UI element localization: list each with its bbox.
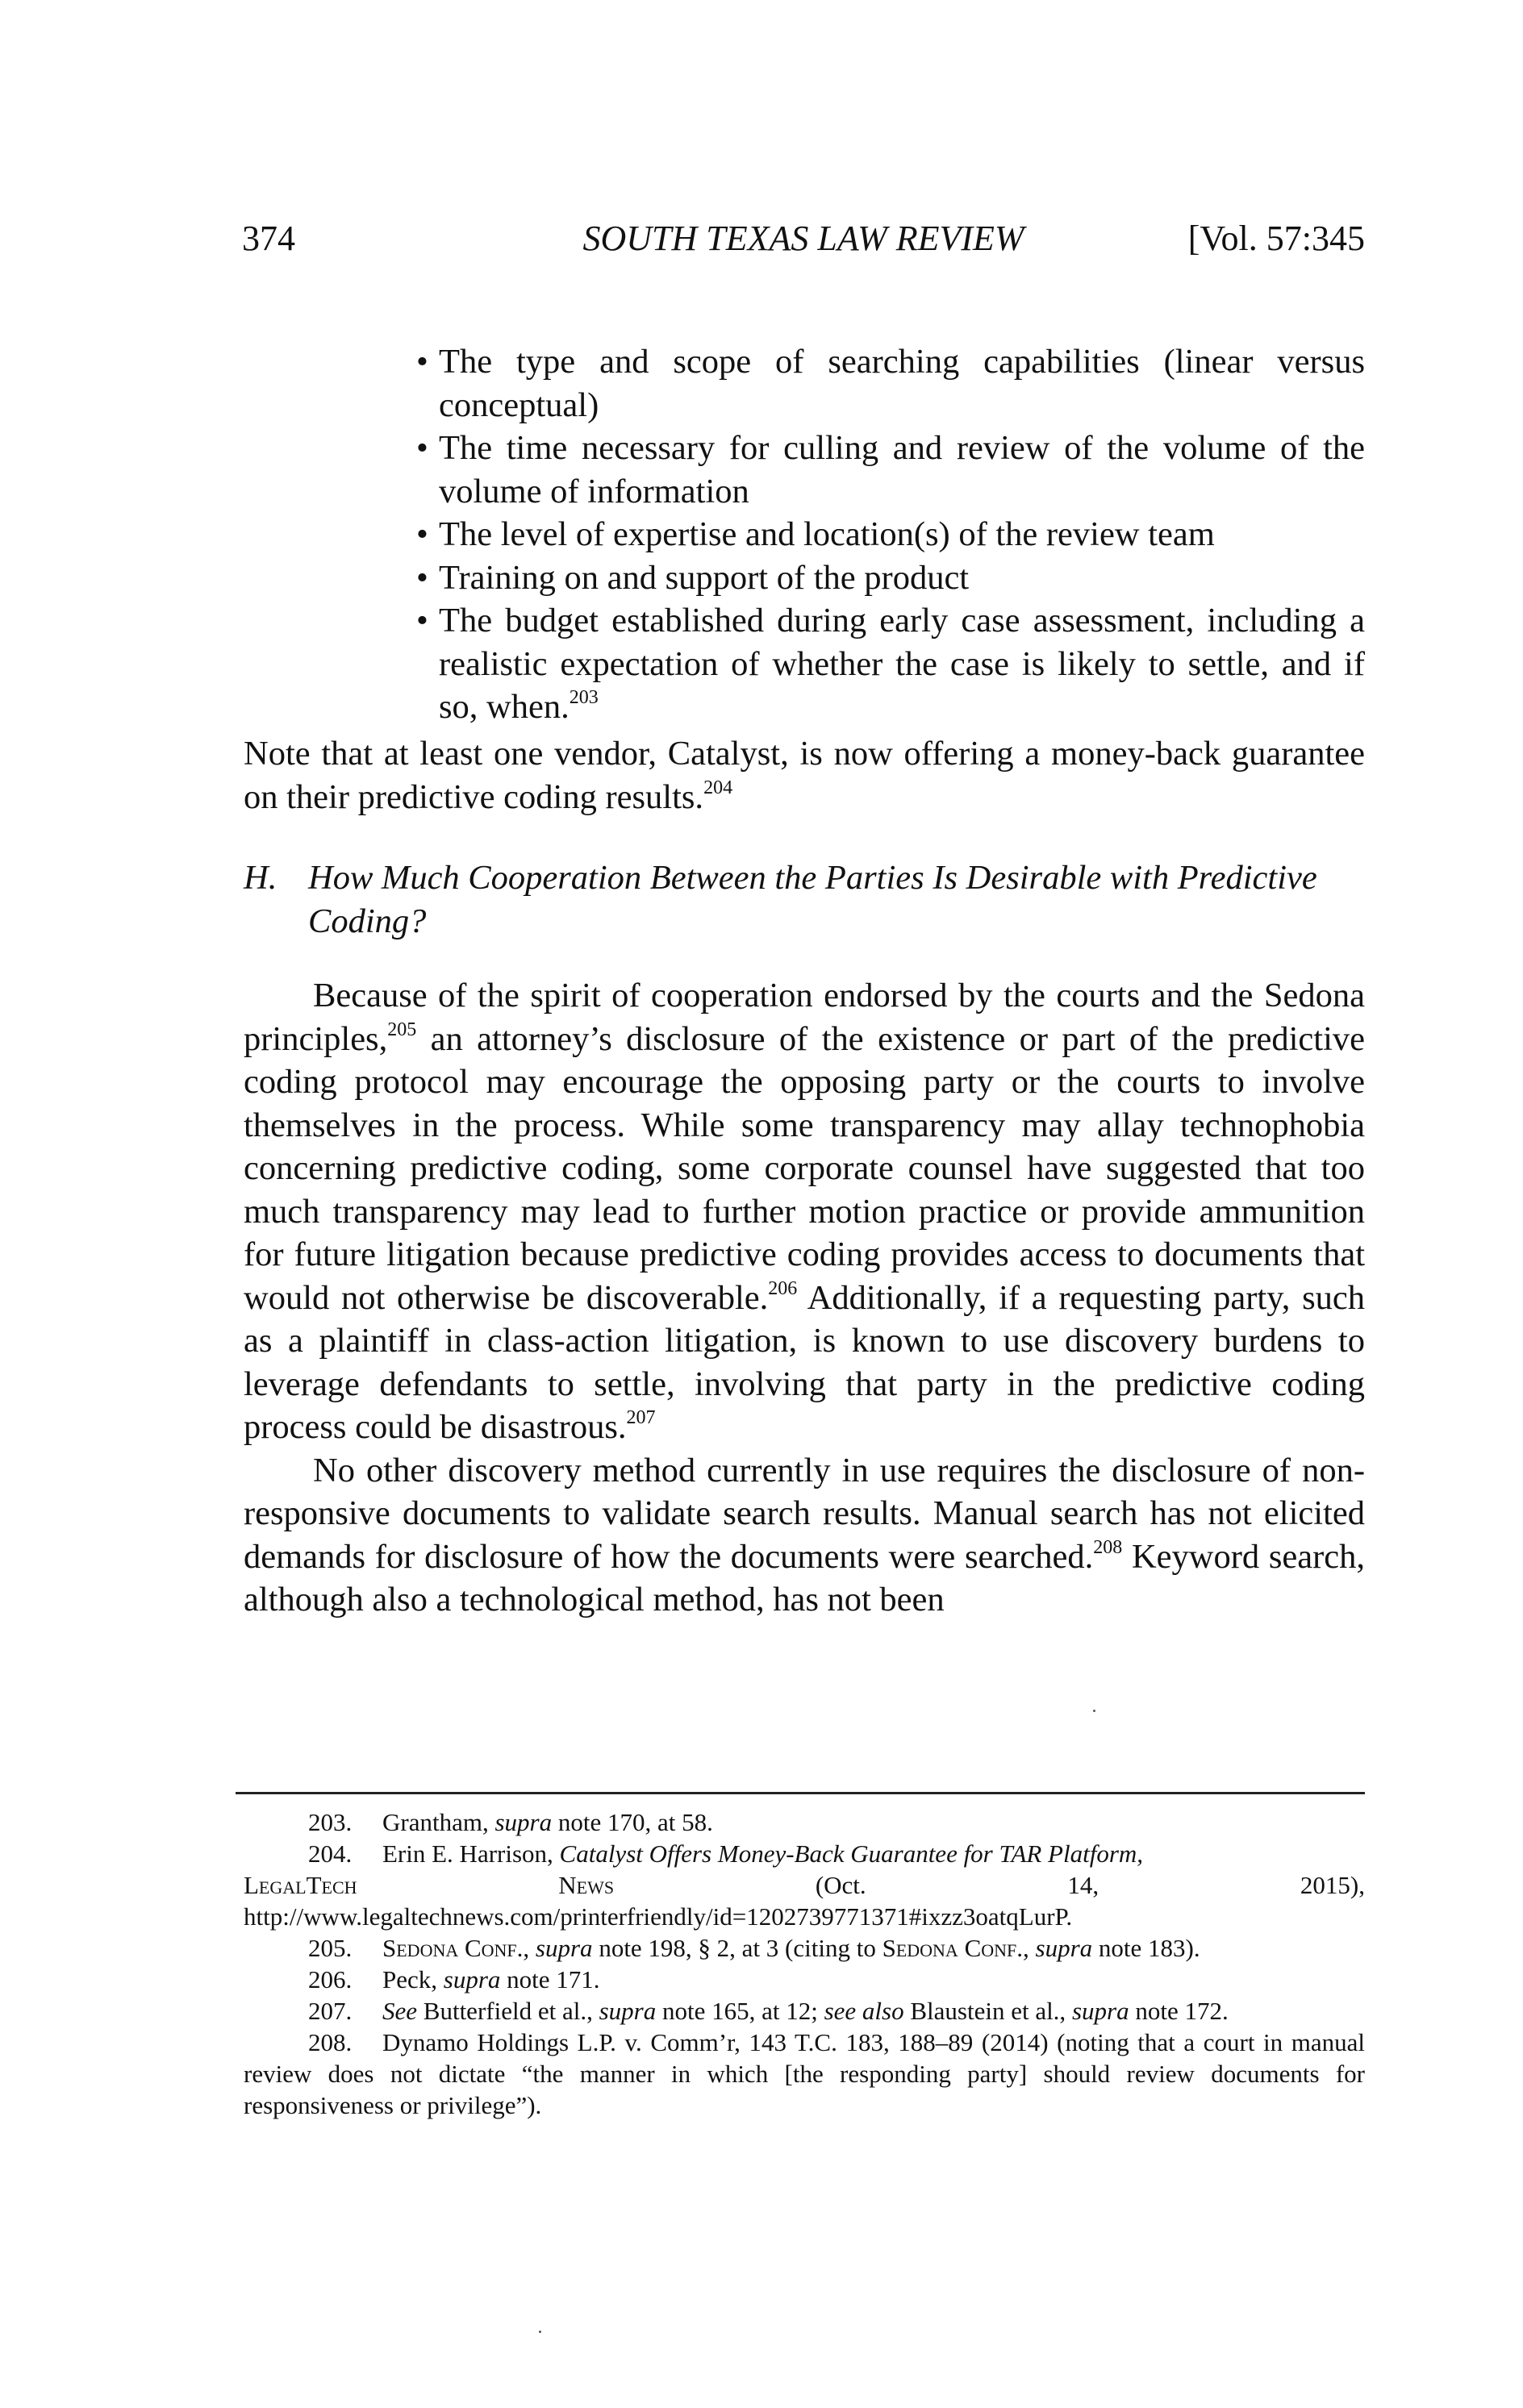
scan-speck <box>1093 1710 1095 1712</box>
footnote-ref[interactable]: 206 <box>768 1277 798 1299</box>
footnote-207: 207. See Butterfield et al., supra note 165, at 12; see also Blaustein et al., supra note 172. <box>308 1997 1229 2025</box>
section-title: How Much Cooperation Between the Parties Is Desirable with Predictive Coding? <box>308 859 1317 940</box>
footnote-ref[interactable]: 203 <box>569 687 599 708</box>
footnote-ref[interactable]: 208 <box>1093 1536 1123 1558</box>
running-header <box>242 218 1365 266</box>
scan-speck <box>539 2331 541 2333</box>
volume-citation: [Vol. 57:345 <box>1187 219 1365 258</box>
bullet-item: • Training on and support of the product <box>244 556 1365 600</box>
footnote-203: 203. Grantham, supra note 170, at 58. <box>308 1808 713 1836</box>
main-text <box>244 974 1365 1622</box>
note-paragraph: Note that at least one vendor, Catalyst, is now offering a money-back guarantee on their predictive coding results.$^{204}$ <box>244 735 1365 816</box>
journal-title: SOUTH TEXAS LAW REVIEW <box>582 219 1024 258</box>
bullet-item: • The budget established during early case assessment, including a realistic expectation of whether the case is likely to settle, and if so, when.$^{203}$ <box>244 599 1365 729</box>
footnote-205: 205. Sedona Conf., supra note 198, § 2, at 3 (citing to Sedona Conf., supra note 183). <box>308 1934 1200 1962</box>
bullet-item: • The type and scope of searching capabilities (linear versus conceptual) <box>244 340 1365 427</box>
footnote-204-citation: LegalTech News (Oct. 14, 2015), <box>244 1871 1365 1899</box>
footnote-208: 208. Dynamo Holdings L.P. v. Comm’r, 143 T.C. 183, 188–89 (2014) (noting that a court in manual review does not dictate “the manner in which [the responding party] should review documents for responsiveness or privilege”). <box>244 2028 1365 2119</box>
section-letter: H. <box>244 859 277 897</box>
paragraph: No other discovery method currently in use requires the disclosure of non-responsive documents to validate search results. Manual search has not elicited demands for disclosure of how the documents were searched.$^{208}$ Keyword search, although also a technological method, has not been <box>244 1451 1365 1619</box>
footnote-ref[interactable]: 205 <box>387 1019 417 1040</box>
footnote-204: 204. Erin E. Harrison, Catalyst Offers Money-Back Guarantee for TAR Platform, <box>308 1839 1144 1868</box>
footnotes <box>244 1806 1365 2121</box>
bullet-item: • The time necessary for culling and review of the volume of the volume of information <box>244 427 1365 513</box>
footnote-204-url[interactable]: http://www.legaltechnews.com/printerfriendly/id=1202739771371#ixzz3oatqLurP. <box>244 1902 1073 1931</box>
footnote-divider <box>236 1792 1365 1794</box>
footnote-206: 206. Peck, supra note 171. <box>308 1965 600 1993</box>
footnote-ref[interactable]: 207 <box>626 1407 656 1428</box>
section-heading <box>244 856 1365 943</box>
footnote-ref[interactable]: 204 <box>703 777 733 798</box>
bullet-list <box>244 340 1365 729</box>
bullet-item: • The level of expertise and location(s) of the review team <box>244 513 1365 556</box>
paragraph: Because of the spirit of cooperation endorsed by the courts and the Sedona principles,$^{205}$ an attorney’s disclosure of the existence or part of the predictive coding protocol may encourage the opposing party or the courts to involve themselves in the process. While some transparency may allay technophobia concerning predictive coding, some corporate counsel have suggested that too much transparency may lead to further motion practice or provide ammunition for future litigation because predictive coding provides access to documents that would not otherwise be discoverable.$^{206}$ Additionally, if a requesting party, such as a plaintiff in class-action litigation, is known to use discovery burdens to leverage defendants to settle, involving that party in the predictive coding process could be disastrous.$^{207}$ <box>244 977 1365 1446</box>
page-number: 374 <box>242 219 295 258</box>
